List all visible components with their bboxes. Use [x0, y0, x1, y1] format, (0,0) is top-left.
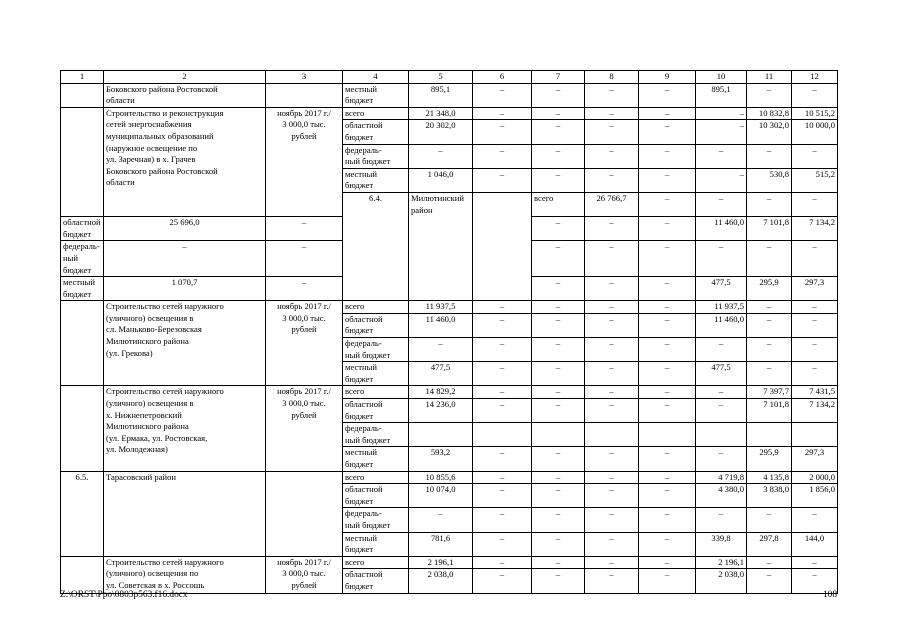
table-cell: –	[747, 241, 792, 277]
table-cell: –	[696, 338, 747, 362]
table-cell: –	[585, 386, 639, 399]
table-cell: –	[639, 532, 696, 556]
table-cell: –	[585, 508, 639, 532]
table-row	[61, 107, 838, 120]
table-cell: 11 460,0	[409, 313, 473, 337]
table-cell: –	[696, 447, 747, 471]
table-cell: –	[585, 107, 639, 120]
table-cell: 10 515,2	[792, 107, 838, 120]
table-cell: –	[473, 484, 532, 508]
table-cell: 295,9	[747, 277, 792, 301]
table-cell: –	[532, 556, 585, 569]
table-cell: –	[104, 241, 266, 277]
table-cell: –	[747, 83, 792, 107]
table-cell: –	[585, 338, 639, 362]
table-cell: 10 855,6	[409, 471, 473, 484]
table-cell: –	[473, 144, 532, 168]
table-cell	[61, 301, 104, 386]
footer-file-path: Z:\ORST\Ppo\0803p563.f16.docx	[60, 590, 188, 600]
table-cell: 11 937,5	[696, 301, 747, 314]
table-cell: –	[639, 120, 696, 144]
table-cell: –	[696, 107, 747, 120]
table-cell: 895,1	[409, 83, 473, 107]
table-cell: –	[532, 399, 585, 423]
table-cell: 10 074,0	[409, 484, 473, 508]
table-cell: –	[792, 508, 838, 532]
table-cell: –	[585, 241, 639, 277]
table-cell: 477,5	[696, 277, 747, 301]
table-cell: –	[266, 241, 343, 277]
table-cell: 26 766,7	[585, 192, 639, 216]
table-cell: –	[532, 508, 585, 532]
header-row	[61, 71, 838, 84]
table-cell: –	[585, 471, 639, 484]
table-cell: –	[639, 399, 696, 423]
table-cell: –	[696, 192, 747, 216]
table-cell: 4 719,8	[696, 471, 747, 484]
table-cell: Строительство и реконструкция сетей энергоснабжения муниципальных образований (наружное освещение по ул. Заречная) в х. Грачев Боковского района Ростовской области	[104, 107, 266, 216]
table-cell: 1 046,0	[409, 168, 473, 192]
table-cell: –	[532, 301, 585, 314]
table-cell	[61, 386, 104, 471]
table-cell: –	[585, 556, 639, 569]
table-cell: 2 196,1	[409, 556, 473, 569]
table-cell: –	[473, 569, 532, 593]
footer-page-number: 108	[822, 590, 837, 600]
table-cell: 4 135,8	[747, 471, 792, 484]
table-cell: –	[747, 362, 792, 386]
table-row	[61, 556, 838, 569]
table-cell: 593,2	[409, 447, 473, 471]
table-cell: –	[532, 217, 585, 241]
table-cell: –	[532, 569, 585, 593]
table-cell: –	[266, 217, 343, 241]
table-cell: –	[792, 362, 838, 386]
table-cell: –	[747, 301, 792, 314]
table-cell: –	[585, 83, 639, 107]
table-cell: Милютинский район	[409, 192, 473, 300]
table-cell: –	[585, 362, 639, 386]
table-cell: –	[747, 338, 792, 362]
table-cell: –	[473, 508, 532, 532]
table-cell: –	[747, 313, 792, 337]
table-cell: –	[747, 556, 792, 569]
table-cell: 339,8	[696, 532, 747, 556]
table-cell: –	[792, 556, 838, 569]
table-cell: 7 397,7	[747, 386, 792, 399]
table-cell: –	[473, 556, 532, 569]
table-cell: –	[532, 532, 585, 556]
table-cell: 10 302,0	[747, 120, 792, 144]
table-cell: 895,1	[696, 83, 747, 107]
table-cell: –	[747, 192, 792, 216]
table-cell: Строительство сетей наружного (уличного) освещения по ул. Советская в х. Россошь	[104, 556, 266, 593]
table-cell: –	[639, 556, 696, 569]
table-cell: –	[473, 471, 532, 484]
table-cell: –	[532, 338, 585, 362]
table-cell: –	[532, 168, 585, 192]
table-cell: 144,0	[792, 532, 838, 556]
table-cell: 10 832,8	[747, 107, 792, 120]
table-cell: –	[696, 399, 747, 423]
table-cell: областной бюджет	[61, 217, 104, 241]
column-header-7: 7	[532, 71, 585, 84]
table-row	[61, 386, 838, 399]
column-header-6: 6	[473, 71, 532, 84]
table-cell: –	[792, 569, 838, 593]
column-header-3: 3	[266, 71, 343, 84]
table-cell: –	[532, 277, 585, 301]
table-cell: –	[639, 83, 696, 107]
table-cell: местный бюджет	[343, 447, 409, 471]
table-cell	[696, 423, 747, 447]
table-row	[61, 83, 838, 107]
table-cell: –	[585, 399, 639, 423]
table-cell: областной бюджет	[343, 120, 409, 144]
table-cell: –	[639, 217, 696, 241]
table-cell: –	[639, 508, 696, 532]
table-cell: всего	[343, 107, 409, 120]
table-cell	[792, 423, 838, 447]
table-cell: –	[639, 386, 696, 399]
table-cell: –	[473, 313, 532, 337]
table-cell	[266, 471, 343, 556]
table-cell: –	[585, 447, 639, 471]
table-cell: 297,3	[792, 447, 838, 471]
table-cell: –	[532, 241, 585, 277]
table-cell: 10 000,0	[792, 120, 838, 144]
table-cell: –	[409, 144, 473, 168]
table-cell: –	[473, 386, 532, 399]
table-cell	[61, 556, 104, 593]
table-cell: областной бюджет	[343, 484, 409, 508]
table-cell: –	[532, 362, 585, 386]
table-cell: областной бюджет	[343, 569, 409, 593]
table-cell	[61, 83, 104, 107]
table-cell	[266, 83, 343, 107]
table-cell: местный бюджет	[343, 362, 409, 386]
table-cell: –	[639, 107, 696, 120]
table-cell: –	[639, 484, 696, 508]
table-cell: –	[532, 386, 585, 399]
table-cell: областной бюджет	[343, 399, 409, 423]
table-cell: 2 038,0	[696, 569, 747, 593]
table-cell: –	[473, 301, 532, 314]
table-cell	[409, 423, 473, 447]
column-header-2: 2	[104, 71, 266, 84]
table-cell: –	[792, 192, 838, 216]
table-cell	[639, 423, 696, 447]
table-cell: –	[585, 277, 639, 301]
table-cell: –	[639, 277, 696, 301]
table-cell: –	[532, 447, 585, 471]
table-cell: 6.4.	[343, 192, 409, 300]
table-cell: 530,8	[747, 168, 792, 192]
table-cell	[473, 192, 532, 300]
table-cell: 11 460,0	[696, 313, 747, 337]
table-cell: 7 431,5	[792, 386, 838, 399]
table-cell: 297,3	[792, 277, 838, 301]
table-cell: 20 302,0	[409, 120, 473, 144]
table-cell: –	[696, 144, 747, 168]
table-cell: –	[639, 569, 696, 593]
table-cell: –	[532, 107, 585, 120]
table-cell: –	[473, 107, 532, 120]
table-cell: 7 134,2	[792, 399, 838, 423]
table-cell: ноябрь 2017 г./ 3 000,0 тыс. рублей	[266, 107, 343, 216]
table-cell: ноябрь 2017 г./ 3 000,0 тыс. рублей	[266, 386, 343, 471]
table-cell: всего	[343, 386, 409, 399]
table-cell: –	[639, 168, 696, 192]
table-cell: –	[532, 471, 585, 484]
table-cell: Строительство сетей наружного (уличного) освещения в сл. Маньково-Березовская Милютинского района (ул. Грекова)	[104, 301, 266, 386]
table-cell: федераль- ный бюджет	[343, 423, 409, 447]
table-cell: –	[696, 241, 747, 277]
table-row	[61, 301, 838, 314]
table-cell: –	[639, 241, 696, 277]
table-cell: 1 856,0	[792, 484, 838, 508]
table-cell: 515,2	[792, 168, 838, 192]
table-cell: 25 696,0	[104, 217, 266, 241]
table-cell: 477,5	[696, 362, 747, 386]
table-cell: –	[473, 362, 532, 386]
table-cell: всего	[532, 192, 585, 216]
table-cell: 297,8	[747, 532, 792, 556]
table-cell	[747, 423, 792, 447]
column-header-8: 8	[585, 71, 639, 84]
table-cell: федераль- ный бюджет	[343, 508, 409, 532]
table-cell: ноябрь 2017 г./ 3 000,0 тыс. рублей	[266, 301, 343, 386]
table-cell: –	[409, 508, 473, 532]
table-cell: –	[696, 386, 747, 399]
table-cell: –	[585, 168, 639, 192]
table-cell: –	[585, 484, 639, 508]
table-cell: –	[532, 313, 585, 337]
table-cell: 4 380,0	[696, 484, 747, 508]
table-cell: –	[792, 313, 838, 337]
table-cell: 6.5.	[61, 471, 104, 556]
table-cell: федераль- ный бюджет	[61, 241, 104, 277]
table-cell	[61, 107, 104, 216]
table-cell: местный бюджет	[343, 83, 409, 107]
table-cell: Тарасовский район	[104, 471, 266, 556]
column-header-12: 12	[792, 71, 838, 84]
table-cell: –	[792, 83, 838, 107]
table-cell: –	[409, 338, 473, 362]
table-cell: 7 101,8	[747, 217, 792, 241]
table-cell: –	[639, 301, 696, 314]
table-cell: 2 038,0	[409, 569, 473, 593]
column-header-4: 4	[343, 71, 409, 84]
table-cell: 3 838,0	[747, 484, 792, 508]
table-cell: –	[792, 301, 838, 314]
table-cell: –	[585, 301, 639, 314]
table-cell: –	[639, 144, 696, 168]
table-cell: 14 236,0	[409, 399, 473, 423]
table-cell: –	[696, 120, 747, 144]
table-cell: 14 829,2	[409, 386, 473, 399]
table-cell: 295,9	[747, 447, 792, 471]
table-cell: –	[532, 120, 585, 144]
table-cell: –	[639, 313, 696, 337]
table-cell: –	[585, 569, 639, 593]
table-cell: –	[639, 471, 696, 484]
table-cell: всего	[343, 556, 409, 569]
table-cell: областной бюджет	[343, 313, 409, 337]
table-cell: –	[696, 508, 747, 532]
table-cell: всего	[343, 301, 409, 314]
table-cell: 2 196,1	[696, 556, 747, 569]
table-cell: –	[639, 447, 696, 471]
table-cell: 11 937,5	[409, 301, 473, 314]
table-cell: –	[639, 362, 696, 386]
table-cell: –	[747, 508, 792, 532]
table-row	[61, 471, 838, 484]
column-header-5: 5	[409, 71, 473, 84]
table-cell: –	[792, 338, 838, 362]
table-cell: –	[532, 83, 585, 107]
table-cell: –	[266, 277, 343, 301]
table-cell: –	[585, 532, 639, 556]
table-cell: –	[532, 144, 585, 168]
budget-table	[60, 70, 838, 594]
table-cell: –	[473, 447, 532, 471]
table-cell: –	[532, 484, 585, 508]
table-cell: –	[473, 83, 532, 107]
table-cell: –	[473, 399, 532, 423]
table-cell: –	[792, 144, 838, 168]
table-cell: 21 348,0	[409, 107, 473, 120]
table-cell: –	[473, 338, 532, 362]
table-cell: 7 134,2	[792, 217, 838, 241]
table-cell: ноябрь 2017 г./ 3 000,0 тыс. рублей	[266, 556, 343, 593]
table-cell: –	[585, 120, 639, 144]
table-cell: 1 070,7	[104, 277, 266, 301]
table-cell: 11 460,0	[696, 217, 747, 241]
table-cell: всего	[343, 471, 409, 484]
table-cell: –	[585, 217, 639, 241]
table-cell	[585, 423, 639, 447]
table-cell: федераль- ный бюджет	[343, 144, 409, 168]
table-cell	[473, 423, 532, 447]
table-cell: 477,5	[409, 362, 473, 386]
table-cell: –	[639, 338, 696, 362]
column-header-11: 11	[747, 71, 792, 84]
table-cell: –	[747, 569, 792, 593]
table-cell	[532, 423, 585, 447]
table-cell: –	[792, 241, 838, 277]
table-cell: –	[473, 120, 532, 144]
table-cell: 2 000,0	[792, 471, 838, 484]
table-cell: –	[585, 144, 639, 168]
table-cell: Боковского района Ростовской области	[104, 83, 266, 107]
column-header-10: 10	[696, 71, 747, 84]
table-cell: –	[747, 144, 792, 168]
table-cell: –	[585, 313, 639, 337]
table-cell: –	[639, 192, 696, 216]
column-header-1: 1	[61, 71, 104, 84]
table-cell: –	[696, 168, 747, 192]
table-cell: –	[473, 168, 532, 192]
table-body	[61, 71, 838, 594]
table-cell: Строительство сетей наружного (уличного) освещения в х. Нижнепетровский Милютинского района (ул. Ермака, ул. Ростовская, ул. Молодежная)	[104, 386, 266, 471]
table-cell: 781,6	[409, 532, 473, 556]
table-cell: федераль- ный бюджет	[343, 338, 409, 362]
table-cell: местный бюджет	[343, 168, 409, 192]
table-cell: местный бюджет	[343, 532, 409, 556]
column-header-9: 9	[639, 71, 696, 84]
table-cell: местный бюджет	[61, 277, 104, 301]
table-cell: –	[473, 532, 532, 556]
table-cell: 7 101,8	[747, 399, 792, 423]
